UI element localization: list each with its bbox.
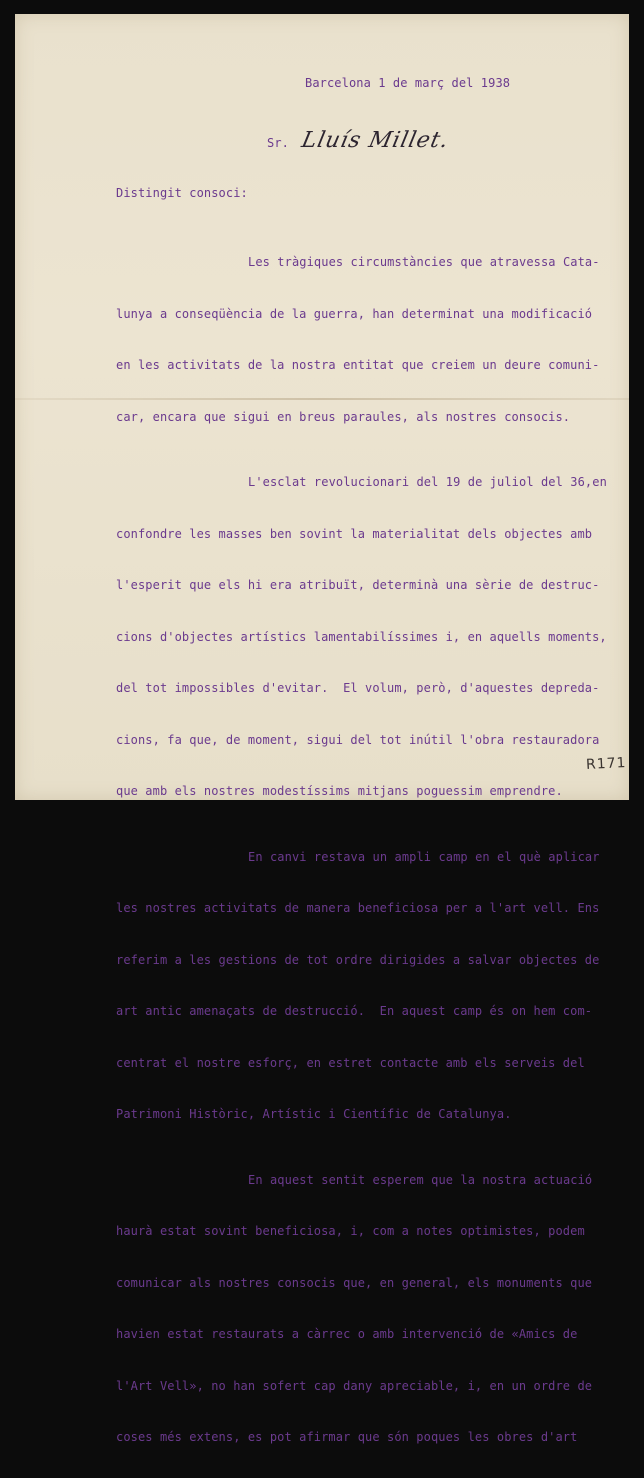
paragraph-1-line-2: lunya a conseqüència de la guerra, han determinat una modificació	[116, 306, 593, 321]
paragraph-1-line-4: car, encara que sigui en breus paraules, als nostres consocis.	[116, 409, 571, 424]
paragraph-3-line-4: art antic amenaçats de destrucció. En aquest camp és on hem com-	[116, 1004, 593, 1018]
paragraph-3-line-1: En canvi restava un ampli camp en el què aplicar	[248, 849, 600, 864]
paragraph-2-line-3: l'esperit que els hi era atribuït, determinà una sèrie de destruc-	[116, 578, 600, 592]
paragraph-4-line-3: comunicar als nostres consocis que, en general, els monuments que	[116, 1275, 593, 1290]
paragraph-3-line-5: centrat el nostre esforç, en estret contacte amb els serveis del	[116, 1055, 585, 1070]
paragraph-3-line-3: referim a les gestions de tot ordre dirigides a salvar objectes de	[116, 952, 600, 967]
paragraph-2-line-1: L'esclat revolucionari del 19 de juliol del 36,en	[248, 475, 607, 489]
paragraph-2-line-5: del tot impossibles d'evitar. El volum, però, d'aquestes depreda-	[116, 681, 600, 695]
paragraph-2-line-4: cions d'objectes artístics lamentabilíssimes i, en aquells moments,	[116, 629, 607, 644]
paragraph-4-line-2: haurà estat sovint beneficiosa, i, com a notes optimistes, podem	[116, 1224, 585, 1238]
paragraph-4-line-5: l'Art Vell», no han sofert cap dany apreciable, i, en un ordre de	[116, 1378, 593, 1393]
recipient-handwritten-name: Lluís Millet.	[299, 128, 452, 153]
letter-sheet	[15, 14, 629, 1444]
salutation-title: Sr.	[267, 136, 289, 150]
paragraph-4-line-4: havien estat restaurats a càrrec o amb intervenció de «Amics de	[116, 1327, 578, 1341]
dateline: Barcelona 1 de març del 1938	[305, 76, 511, 90]
paragraph-1-line-3: en les activitats de la nostra entitat que creiem un deure comuni-	[116, 358, 600, 372]
paragraph-1-line-1: Les tràgiques circumstàncies que atravessa Cata-	[248, 255, 600, 269]
paragraph-3-line-2: les nostres activitats de manera beneficiosa per a l'art vell. Ens	[116, 901, 600, 915]
paragraph-2-line-6: cions, fa que, de moment, sigui del tot inútil l'obra restauradora	[116, 732, 600, 747]
paragraph-4-line-6: coses més extens, es pot afirmar que són poques les obres d'art	[116, 1430, 578, 1444]
paragraph-2-line-7: que amb els nostres modestíssims mitjans poguessim emprendre.	[116, 784, 563, 798]
archive-reference-mark: R171	[585, 754, 627, 774]
paragraph-4-line-1: En aquest sentit esperem que la nostra actuació	[248, 1172, 593, 1187]
greeting: Distingit consoci:	[116, 186, 248, 200]
letter-body	[116, 209, 607, 1478]
paragraph-2-line-2: confondre les masses ben sovint la materialitat dels objectes amb	[116, 526, 593, 541]
paragraph-3-line-6: Patrimoni Històric, Artístic i Científic de Catalunya.	[116, 1107, 512, 1121]
